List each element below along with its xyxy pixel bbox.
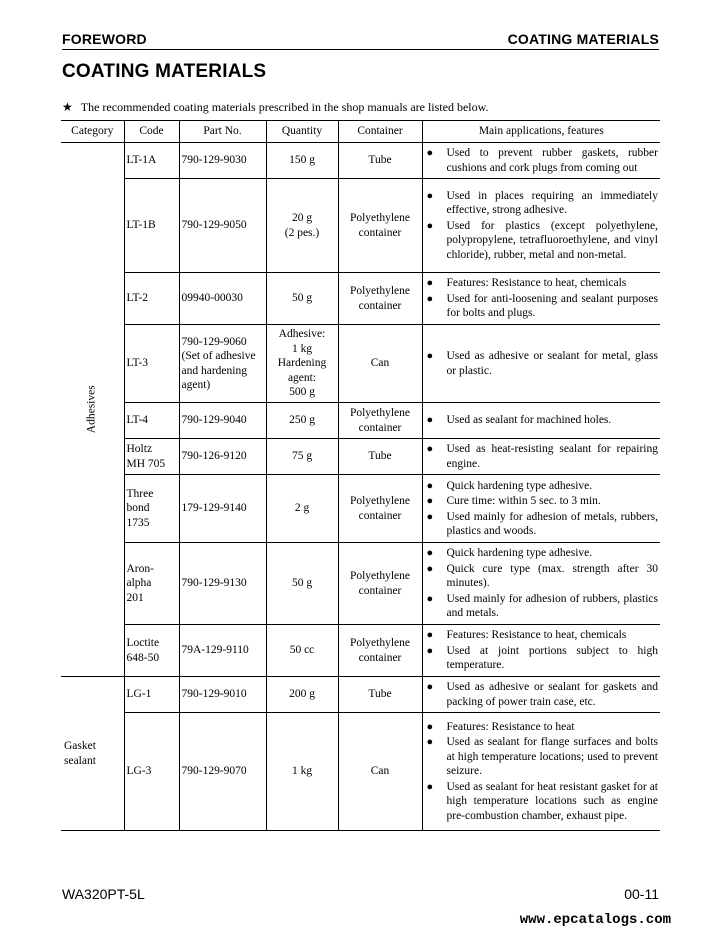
part-number-cell: 79A-129-9110 (179, 625, 266, 677)
quantity-cell: 200 g (266, 677, 338, 713)
quantity-cell: 150 g (266, 143, 338, 179)
part-number-cell: 790-129-9070 (179, 713, 266, 831)
feature-item (425, 189, 659, 218)
bullet-icon: ● (426, 736, 434, 749)
header-topic-label: COATING MATERIALS (507, 31, 659, 47)
container-cell: Polyethylene container (338, 625, 422, 677)
applications-cell (422, 475, 660, 543)
applications-cell (422, 403, 660, 439)
part-number-cell: 790-129-9010 (179, 677, 266, 713)
feature-item (425, 219, 659, 263)
table-row (61, 625, 660, 677)
feature-text: Used as sealant for heat resistant gasket for at high temperature locations such as engine pre-combustion chamber, exhaust pipe. (446, 780, 658, 822)
code-cell: Three bond 1735 (124, 475, 179, 543)
feature-list (425, 413, 659, 428)
feature-item (425, 644, 659, 673)
page-title: COATING MATERIALS (62, 61, 267, 82)
category-cell (61, 143, 124, 677)
category-cell (61, 677, 124, 831)
table-header-row (61, 121, 660, 143)
code-cell: LG-3 (124, 713, 179, 831)
feature-list (425, 680, 659, 709)
feature-list (425, 628, 659, 673)
feature-text: Quick hardening type adhesive. (446, 479, 593, 492)
applications-cell (422, 677, 660, 713)
feature-list (425, 146, 659, 175)
feature-item (425, 413, 659, 428)
quantity-cell: 1 kg (266, 713, 338, 831)
table-row (61, 179, 660, 273)
feature-item (425, 592, 659, 621)
applications-cell (422, 713, 660, 831)
quantity-cell: 50 g (266, 273, 338, 325)
applications-cell (422, 325, 660, 403)
code-cell: LT-2 (124, 273, 179, 325)
feature-text: Used mainly for adhesion of metals, rubbers, plastics and woods. (446, 510, 658, 537)
code-cell: LT-4 (124, 403, 179, 439)
code-cell: LT-1B (124, 179, 179, 273)
bullet-icon: ● (426, 414, 434, 427)
applications-cell (422, 273, 660, 325)
code-cell: LT-3 (124, 325, 179, 403)
intro-text: The recommended coating materials prescribed in the shop manuals are listed below. (80, 100, 489, 114)
feature-text: Cure time: within 5 sec. to 3 min. (446, 495, 601, 507)
category-label: Gasket sealant (64, 740, 96, 767)
quantity-cell: 50 cc (266, 625, 338, 677)
part-number-cell: 790-129-9060 (Set of adhesive and hardening agent) (179, 325, 266, 403)
header-applications: Main applications, features (422, 121, 660, 143)
header-category: Category (61, 121, 124, 143)
table-row (61, 475, 660, 543)
code-cell: LG-1 (124, 677, 179, 713)
table-row (61, 325, 660, 403)
feature-text: Features: Resistance to heat (446, 720, 575, 733)
header-quantity: Quantity (266, 121, 338, 143)
table-row (61, 273, 660, 325)
header-part-no: Part No. (179, 121, 266, 143)
feature-list (425, 442, 659, 471)
bullet-icon: ● (426, 189, 434, 202)
feature-list (425, 189, 659, 263)
feature-item (425, 349, 659, 378)
code-cell: Loctite 648-50 (124, 625, 179, 677)
bullet-icon: ● (426, 292, 434, 305)
feature-item (425, 780, 659, 824)
feature-list (425, 276, 659, 321)
feature-item (425, 720, 659, 735)
container-cell: Tube (338, 439, 422, 475)
bullet-icon: ● (426, 479, 434, 492)
code-cell: Holtz MH 705 (124, 439, 179, 475)
feature-item (425, 276, 659, 291)
quantity-cell: 75 g (266, 439, 338, 475)
applications-cell (422, 625, 660, 677)
code-cell: Aron- alpha 201 (124, 543, 179, 625)
star-icon: ★ (62, 100, 73, 114)
bullet-icon: ● (426, 547, 434, 560)
bullet-icon: ● (426, 644, 434, 657)
bullet-icon: ● (426, 592, 434, 605)
bullet-icon: ● (426, 629, 434, 642)
feature-item (425, 494, 659, 509)
feature-text: Features: Resistance to heat, chemicals (446, 629, 627, 642)
part-number-cell: 790-129-9030 (179, 143, 266, 179)
feature-item (425, 479, 659, 494)
feature-item (425, 442, 659, 471)
feature-text: Used to prevent rubber gaskets, rubber cushions and cork plugs from coming out (446, 147, 658, 174)
feature-item (425, 510, 659, 539)
coating-materials-table (61, 120, 660, 831)
quantity-cell: Adhesive: 1 kg Hardening agent: 500 g (266, 325, 338, 403)
category-label: Adhesives (85, 385, 98, 434)
quantity-cell: 50 g (266, 543, 338, 625)
bullet-icon: ● (426, 562, 434, 575)
feature-text: Quick hardening type adhesive. (446, 547, 593, 560)
part-number-cell: 790-126-9120 (179, 439, 266, 475)
part-number-cell: 790-129-9040 (179, 403, 266, 439)
table-row (61, 143, 660, 179)
feature-item (425, 292, 659, 321)
feature-list (425, 479, 659, 539)
applications-cell (422, 143, 660, 179)
bullet-icon: ● (426, 443, 434, 455)
container-cell: Polyethylene container (338, 403, 422, 439)
container-cell: Polyethylene container (338, 273, 422, 325)
table-row (61, 677, 660, 713)
bullet-icon: ● (426, 720, 434, 733)
container-cell: Tube (338, 143, 422, 179)
feature-list (425, 546, 659, 621)
table-row (61, 543, 660, 625)
container-cell: Can (338, 325, 422, 403)
feature-text: Used in places requiring an immediately effective, strong adhesive. (446, 189, 658, 217)
code-cell: LT-1A (124, 143, 179, 179)
feature-text: Used for anti-loosening and sealant purposes for bolts and plugs. (446, 292, 658, 320)
part-number-cell: 790-129-9130 (179, 543, 266, 625)
bullet-icon: ● (426, 510, 434, 523)
container-cell: Polyethylene container (338, 543, 422, 625)
feature-text: Used for plastics (except polyethylene, polypropylene, tetrafluoroethylene, and vinyl chloride), rubber, metal and non-metal. (446, 219, 658, 261)
feature-list (425, 349, 659, 378)
applications-cell (422, 179, 660, 273)
header-container: Container (338, 121, 422, 143)
feature-item (425, 735, 659, 779)
part-number-cell: 179-129-9140 (179, 475, 266, 543)
footer-page-number: 00-11 (624, 886, 659, 902)
header-section-label: FOREWORD (62, 31, 147, 47)
applications-cell (422, 439, 660, 475)
container-cell: Can (338, 713, 422, 831)
feature-item (425, 680, 659, 709)
footer-model: WA320PT-5L (62, 886, 145, 902)
page-header (62, 31, 659, 50)
bullet-icon: ● (426, 277, 434, 290)
header-code: Code (124, 121, 179, 143)
bullet-icon: ● (426, 495, 434, 507)
intro-note (62, 100, 489, 115)
feature-text: Features: Resistance to heat, chemicals (446, 277, 627, 290)
feature-item (425, 146, 659, 175)
feature-text: Used mainly for adhesion of rubbers, plastics and metals. (446, 592, 658, 620)
feature-item (425, 562, 659, 591)
table-body (61, 143, 660, 831)
feature-text: Used as heat-resisting sealant for repairing engine. (446, 443, 658, 470)
feature-text: Used as adhesive or sealant for gaskets and packing of power train case, etc. (446, 681, 658, 708)
part-number-cell: 790-129-9050 (179, 179, 266, 273)
container-cell: Polyethylene container (338, 475, 422, 543)
bullet-icon: ● (426, 681, 434, 693)
bullet-icon: ● (426, 147, 434, 159)
quantity-cell: 20 g (2 pes.) (266, 179, 338, 273)
container-cell: Tube (338, 677, 422, 713)
feature-text: Used as sealant for machined holes. (446, 414, 612, 427)
table-row (61, 439, 660, 475)
bullet-icon: ● (426, 219, 434, 232)
applications-cell (422, 543, 660, 625)
part-number-cell: 09940-00030 (179, 273, 266, 325)
table-row (61, 713, 660, 831)
container-cell: Polyethylene container (338, 179, 422, 273)
feature-text: Quick cure type (max. strength after 30 minutes). (446, 562, 658, 590)
table-row (61, 403, 660, 439)
bullet-icon: ● (426, 780, 434, 793)
feature-item (425, 546, 659, 561)
quantity-cell: 2 g (266, 475, 338, 543)
feature-list (425, 720, 659, 824)
feature-text: Used as sealant for flange surfaces and bolts at high temperature locations; used to prevent seizure. (446, 736, 658, 778)
feature-text: Used at joint portions subject to high temperature. (446, 644, 658, 672)
feature-text: Used as adhesive or sealant for metal, glass or plastic. (446, 350, 658, 377)
quantity-cell: 250 g (266, 403, 338, 439)
watermark: www.epcatalogs.com (519, 912, 671, 928)
bullet-icon: ● (426, 350, 434, 362)
feature-item (425, 628, 659, 643)
